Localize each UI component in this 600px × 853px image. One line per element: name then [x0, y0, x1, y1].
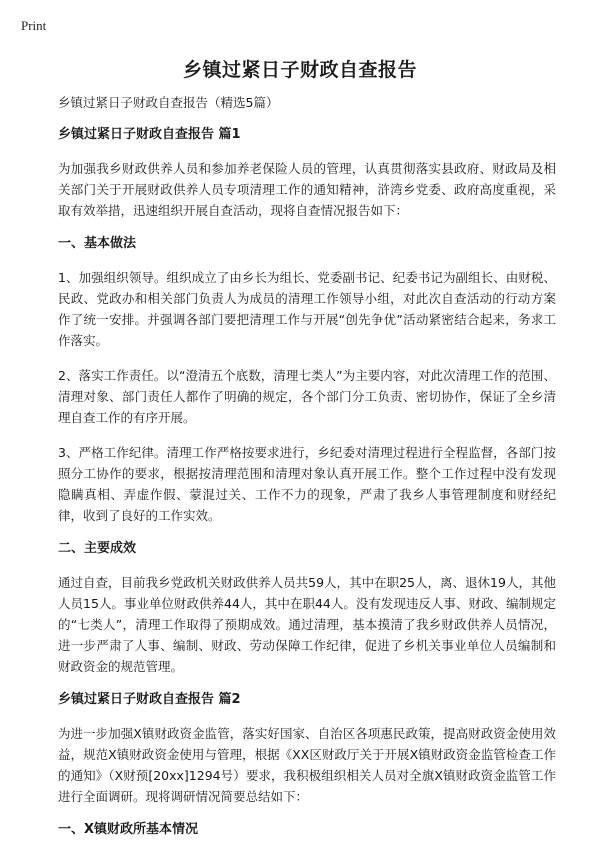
article-1-results: 通过自查，目前我乡党政机关财政供养人员共59人，其中在职25人，离、退休19人，其他人员15人。事业单位财政供养44人，其中在职44人。没有发现违反人事、财政、编制规定的“七类人”，清理工作取得了预期成效。通过清理，基本摸清了我乡财政供养人员情况，进一步严肃了人事、编制、财政、劳动保障工作纪律，促进了乡机关事业单位人员编制和财政资金的规范管理。	[58, 575, 556, 674]
article-2-heading-basic-info: 一、X镇财政所基本情况	[58, 822, 199, 837]
article-1-item-2: 2、落实工作责任。以“澄清五个底数，清理七类人”为主要内容，对此次清理工作的范围、清理对象、部门责任人都作了明确的规定，各个部门分工负责、密切协作，保证了全乡清理自查工作的有序开展。	[58, 368, 556, 425]
article-1-heading-basic-practice: 一、基本做法	[58, 236, 137, 251]
article-2-title: 乡镇过紧日子财政自查报告 篇2	[58, 692, 241, 707]
article-1-intro: 为加强我乡财政供养人员和参加养老保险人员的管理，认真贯彻落实县政府、财政局及相关部门关于开展财政供养人员专项清理工作的通知精神，浒湾乡党委、政府高度重视，采取有效举措，迅速组织开展自查活动，现将自查情况报告如下：	[58, 161, 556, 218]
article-1-title: 乡镇过紧日子财政自查报告 篇1	[58, 127, 241, 142]
article-1-item-1: 1、加强组织领导。组织成立了由乡长为组长、党委副书记、纪委书记为副组长、由财税、民政、党政办和相关部门负责人为成员的清理工作领导小组，对此次自查活动的行动方案作了统一安排。并强调各部门要把清理工作与开展“创先争优”活动紧密结合起来，务求工作落实。	[58, 270, 556, 348]
print-link[interactable]: Print	[21, 18, 47, 33]
document-body	[58, 94, 556, 853]
article-1-heading-main-results: 二、主要成效	[58, 541, 137, 556]
document-title: 乡镇过紧日子财政自查报告	[182, 59, 417, 81]
document-subtitle: 乡镇过紧日子财政自查报告（精选5篇）	[58, 95, 279, 110]
article-1-item-3: 3、严格工作纪律。清理工作严格按要求进行，乡纪委对清理过程进行全程监督，各部门按照分工协作的要求，根据按清理范围和清理对象认真开展工作。整个工作过程中没有发现隐瞒真相、弄虚作假、蒙混过关、工作不力的现象，严肃了我乡人事管理制度和财经纪律，收到了良好的工作实效。	[58, 445, 556, 523]
article-2-intro: 为进一步加强X镇财政资金监管，落实好国家、自治区各项惠民政策，提高财政资金使用效益，规范X镇财政资金使用与管理，根据《XX区财政厅关于开展X镇财政资金监管检查工作的通知》（X财预[20xx]1294号）要求，我积极组织相关人员对全旗X镇财政资金监管工作进行全面调研。现将调研情况简要总结如下：	[58, 726, 556, 804]
